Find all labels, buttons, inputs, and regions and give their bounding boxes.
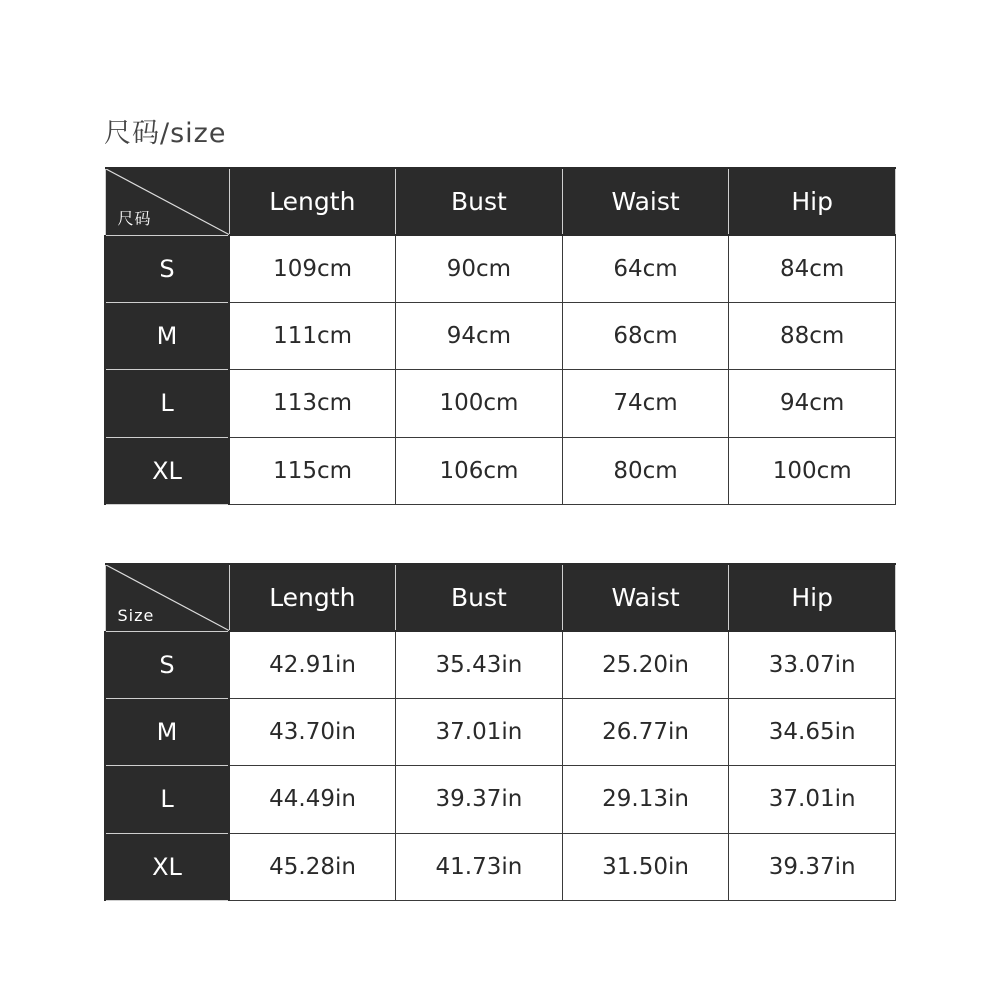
cell-bust: 94cm xyxy=(396,302,563,369)
cell-bust: 41.73in xyxy=(396,833,563,900)
cell-length: 113cm xyxy=(229,370,396,437)
column-header-bust: Bust xyxy=(396,168,563,235)
row-size-label: L xyxy=(105,766,229,833)
corner-label: 尺码 xyxy=(117,208,152,228)
cell-hip: 84cm xyxy=(729,235,896,302)
corner-cell xyxy=(105,168,229,235)
column-header-hip: Hip xyxy=(729,564,896,631)
column-header-length: Length xyxy=(229,168,396,235)
cell-hip: 88cm xyxy=(729,302,896,369)
size-table-cm xyxy=(104,167,896,505)
cell-length: 109cm xyxy=(229,235,396,302)
table-row xyxy=(105,698,896,765)
column-header-bust: Bust xyxy=(396,564,563,631)
table-row xyxy=(105,766,896,833)
row-size-label: M xyxy=(105,698,229,765)
row-size-label: XL xyxy=(105,833,229,900)
row-size-label: M xyxy=(105,302,229,369)
cell-length: 42.91in xyxy=(229,631,396,698)
cell-hip: 39.37in xyxy=(729,833,896,900)
table-row xyxy=(105,437,896,504)
cell-hip: 94cm xyxy=(729,370,896,437)
cell-bust: 106cm xyxy=(396,437,563,504)
cell-waist: 68cm xyxy=(562,302,729,369)
cell-waist: 26.77in xyxy=(562,698,729,765)
table-header-row xyxy=(105,564,896,631)
cell-waist: 25.20in xyxy=(562,631,729,698)
cell-bust: 39.37in xyxy=(396,766,563,833)
table-row xyxy=(105,302,896,369)
cell-waist: 64cm xyxy=(562,235,729,302)
row-size-label: S xyxy=(105,631,229,698)
cell-waist: 31.50in xyxy=(562,833,729,900)
column-header-hip: Hip xyxy=(729,168,896,235)
cell-waist: 29.13in xyxy=(562,766,729,833)
cell-bust: 100cm xyxy=(396,370,563,437)
cell-bust: 90cm xyxy=(396,235,563,302)
table-row xyxy=(105,631,896,698)
table-header-row xyxy=(105,168,896,235)
row-size-label: L xyxy=(105,370,229,437)
cell-length: 45.28in xyxy=(229,833,396,900)
cell-length: 43.70in xyxy=(229,698,396,765)
row-size-label: XL xyxy=(105,437,229,504)
corner-cell xyxy=(105,564,229,631)
table-row xyxy=(105,370,896,437)
row-size-label: S xyxy=(105,235,229,302)
table-row xyxy=(105,833,896,900)
page-title: 尺码/size xyxy=(104,118,227,149)
cell-bust: 35.43in xyxy=(396,631,563,698)
cell-length: 44.49in xyxy=(229,766,396,833)
cell-waist: 80cm xyxy=(562,437,729,504)
cell-hip: 37.01in xyxy=(729,766,896,833)
cell-hip: 34.65in xyxy=(729,698,896,765)
column-header-waist: Waist xyxy=(562,564,729,631)
column-header-waist: Waist xyxy=(562,168,729,235)
cell-waist: 74cm xyxy=(562,370,729,437)
cell-hip: 100cm xyxy=(729,437,896,504)
column-header-length: Length xyxy=(229,564,396,631)
table-row xyxy=(105,235,896,302)
cell-length: 115cm xyxy=(229,437,396,504)
corner-label: Size xyxy=(117,605,155,625)
cell-bust: 37.01in xyxy=(396,698,563,765)
cell-hip: 33.07in xyxy=(729,631,896,698)
cell-length: 111cm xyxy=(229,302,396,369)
size-table-in xyxy=(104,563,896,901)
